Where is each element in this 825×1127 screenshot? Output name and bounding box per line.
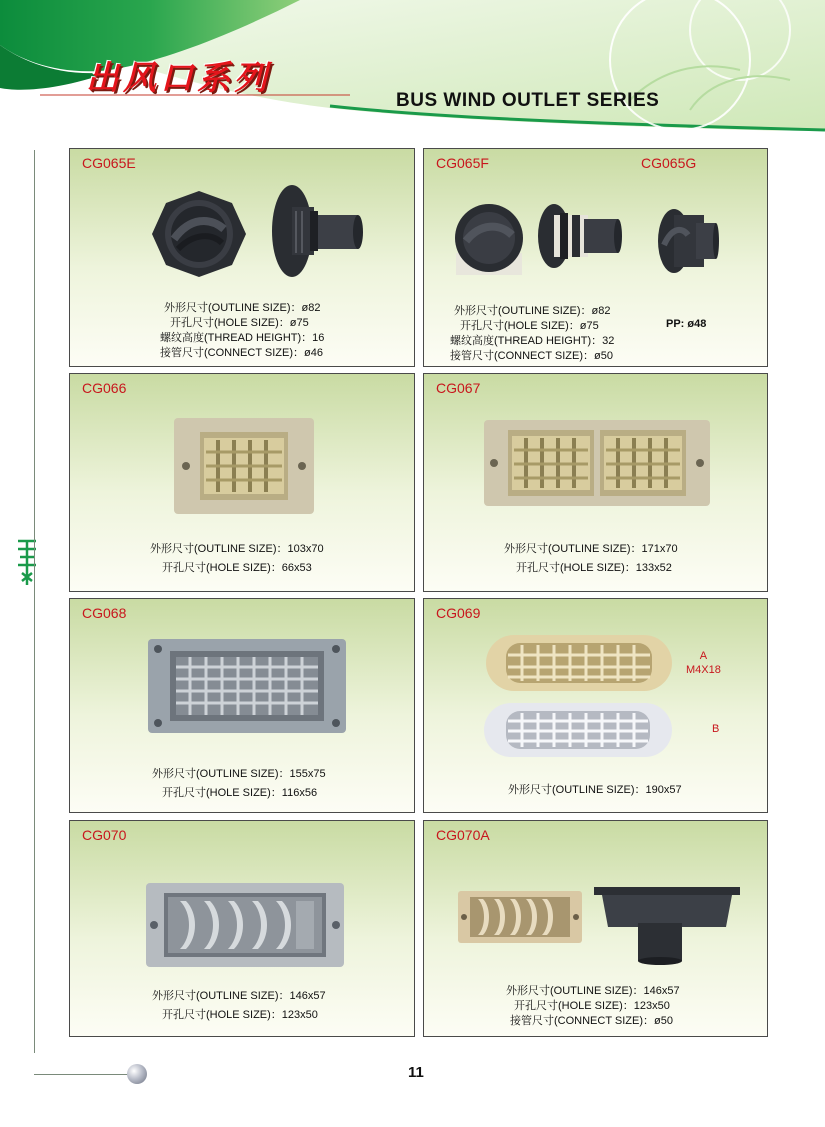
grille-outlet-image (148, 639, 346, 733)
product-code: CG065G (641, 155, 697, 171)
spec-line: 螺纹高度(THREAD HEIGHT)：32 (450, 335, 615, 347)
spec-line: 外形尺寸(OUTLINE SIZE)：190x57 (508, 784, 682, 796)
spec-line: 外形尺寸(OUTLINE SIZE)：155x75 (152, 768, 326, 780)
product-panel-cg069 (423, 598, 768, 813)
spec-list (152, 987, 326, 1025)
louvered-outlet-image (146, 883, 344, 967)
spec-list (160, 301, 324, 361)
spec-line: 接管尺寸(CONNECT SIZE)：ø50 (450, 350, 613, 362)
product-panel-cg070a (423, 820, 768, 1037)
product-panel-cg067 (423, 373, 768, 592)
spec-line: 外形尺寸(OUTLINE SIZE)：146x57 (506, 985, 680, 997)
double-rectangular-outlet-image (484, 420, 710, 506)
product-code: CG070 (82, 827, 127, 843)
spec-line: 开孔尺寸(HOLE SIZE)：66x53 (162, 562, 312, 574)
product-code: CG069 (436, 605, 481, 621)
spec-list (504, 540, 678, 578)
variant-label-b: B (712, 723, 720, 735)
spec-line: 接管尺寸(CONNECT SIZE)：ø46 (160, 347, 323, 359)
title-chinese: 出风口系列 (86, 58, 271, 97)
product-code: CG068 (82, 605, 127, 621)
product-panel-cg065e (69, 148, 415, 367)
product-panel-cg066 (69, 373, 415, 592)
round-outlet-side-image (536, 201, 622, 271)
oval-outlet-b-image (484, 703, 672, 757)
spec-line: 接管尺寸(CONNECT SIZE)：ø50 (510, 1015, 673, 1027)
brand-logo-icon (14, 537, 40, 589)
product-panel-cg070 (69, 820, 415, 1037)
variant-label-a (686, 649, 721, 677)
spec-line: 螺纹高度(THREAD HEIGHT)：16 (160, 332, 325, 344)
spec-line: 外形尺寸(OUTLINE SIZE)：ø82 (164, 302, 321, 314)
round-outlet-side-image (268, 181, 364, 281)
spec-line: 外形尺寸(OUTLINE SIZE)：103x70 (150, 543, 324, 555)
oval-outlet-a-image (486, 635, 672, 691)
spec-line: 开孔尺寸(HOLE SIZE)：ø75 (460, 320, 599, 332)
product-panel-cg065f-cg065g (423, 148, 768, 367)
spec-list (508, 783, 682, 798)
page-header (0, 0, 825, 150)
spec-line: 外形尺寸(OUTLINE SIZE)：146x57 (152, 990, 326, 1002)
round-outlet-pp-image (656, 205, 720, 277)
spec-line: 开孔尺寸(HOLE SIZE)：123x50 (514, 1000, 670, 1012)
page-number: 11 (408, 1064, 424, 1081)
spec-line: 开孔尺寸(HOLE SIZE)：ø75 (170, 317, 309, 329)
spec-list (150, 540, 324, 578)
variant-a-screw: M4X18 (686, 664, 721, 676)
spec-line: 开孔尺寸(HOLE SIZE)：123x50 (162, 1009, 318, 1021)
spec-list (450, 304, 614, 364)
sphere-ornament-icon (127, 1064, 147, 1084)
product-code: CG066 (82, 380, 127, 396)
product-code: CG070A (436, 827, 490, 843)
spec-pp: PP: ø48 (666, 318, 707, 330)
spec-list (504, 984, 680, 1029)
product-panel-cg068 (69, 598, 415, 813)
round-outlet-front-image (452, 201, 526, 277)
beige-louvered-outlet-image (458, 891, 582, 943)
side-rule-vertical (34, 150, 35, 1053)
spec-list (152, 765, 326, 803)
spec-line: 外形尺寸(OUTLINE SIZE)：ø82 (454, 305, 611, 317)
title-english: BUS WIND OUTLET SERIES (396, 90, 660, 111)
variant-a-letter: A (699, 650, 708, 662)
spec-line: 开孔尺寸(HOLE SIZE)：133x52 (516, 562, 672, 574)
connector-box-image (594, 887, 740, 965)
side-rule-horizontal (34, 1074, 129, 1075)
product-code: CG065F (436, 155, 489, 171)
rectangular-outlet-image (174, 418, 314, 514)
spec-line: 外形尺寸(OUTLINE SIZE)：171x70 (504, 543, 678, 555)
product-code: CG065E (82, 155, 136, 171)
round-outlet-front-image (150, 189, 248, 279)
spec-line: 开孔尺寸(HOLE SIZE)：116x56 (162, 787, 318, 799)
product-code: CG067 (436, 380, 481, 396)
